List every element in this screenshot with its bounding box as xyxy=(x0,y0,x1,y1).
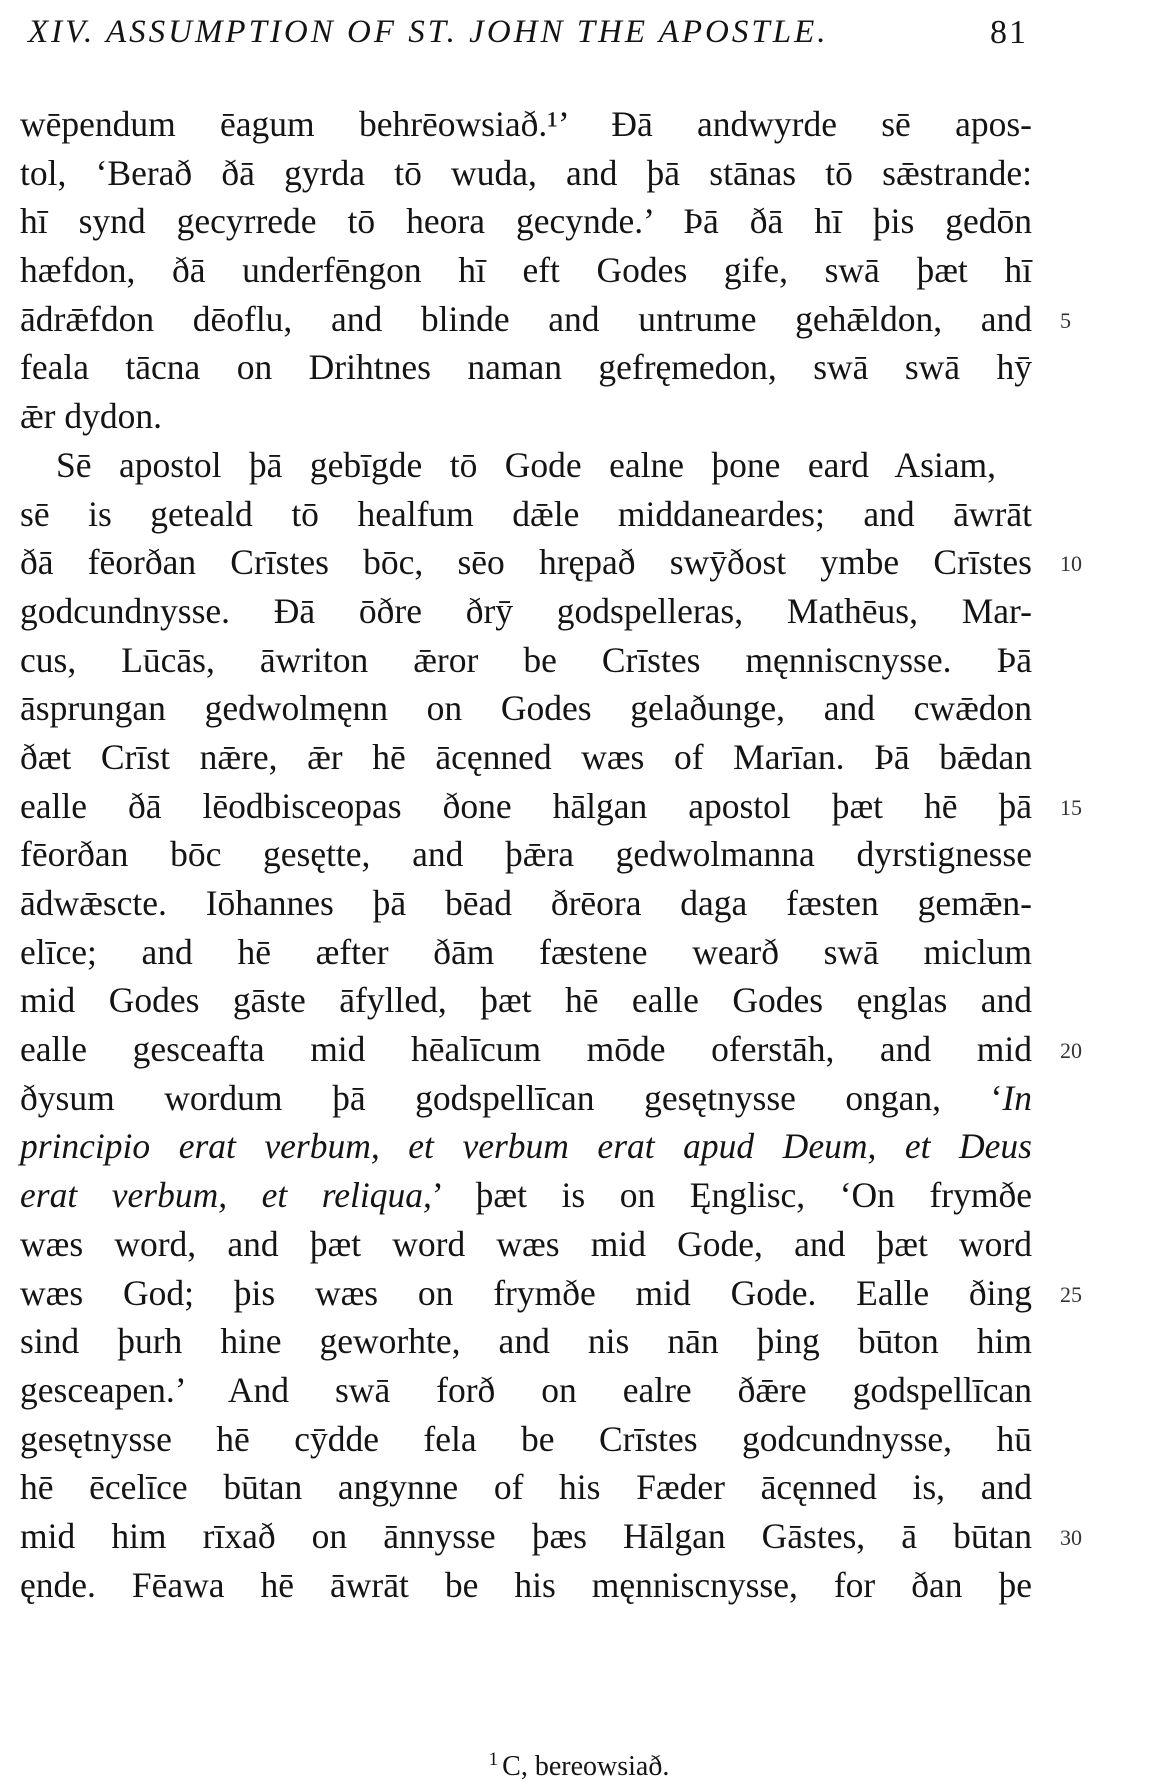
line-text: hī synd gecyrrede tō heora gecynde.’ Þā ðā hī þis gedōn xyxy=(20,201,1032,242)
text-line xyxy=(20,246,1032,295)
body-text xyxy=(20,100,1082,1609)
text-line xyxy=(20,100,1032,149)
text-line xyxy=(20,587,1032,636)
line-text: ādrǣfdon dēoflu, and blinde and untrume gehǣldon, and xyxy=(20,298,1032,339)
text-line xyxy=(20,441,1032,490)
line-text: wæs God; þis wæs on frymðe mid Gode. Ealle ðing xyxy=(20,1272,1032,1313)
line-text: āsprungan gedwolmęnn on Godes gelaðunge, and cwǣdon xyxy=(20,688,1032,729)
line-text: ðæt Crīst nǣre, ǣr hē ācęnned wæs of Marīan. Þā bǣdan xyxy=(20,736,1032,777)
line-text: Sē apostol þā gebīgde tō Gode ealne þone eard Asiam, xyxy=(56,444,996,485)
line-text: gesętnysse hē cȳdde fela be Crīstes godcundnysse, hū xyxy=(20,1418,1032,1459)
line-text: mid Godes gāste āfylled, þæt hē ealle Godes ęnglas and xyxy=(20,980,1032,1021)
text-line xyxy=(20,976,1032,1025)
line-text: ealle ðā lēodbisceopas ðone hālgan apostol þæt hē þā xyxy=(20,785,1032,826)
line-text: tol, ‘Berað ðā gyrda tō wuda, and þā stānas tō sǣstrande: xyxy=(20,152,1032,193)
text-line xyxy=(20,782,1082,831)
line-text: ǣr dydon. xyxy=(20,396,162,437)
text-line xyxy=(20,1366,1032,1415)
line-number: 10 xyxy=(1060,551,1082,577)
line-text: feala tācna on Drihtnes naman gefręmedon, swā swā hȳ xyxy=(20,347,1032,388)
line-text: wæs word, and þæt word wæs mid Gode, and þæt word xyxy=(20,1223,1032,1264)
text-line xyxy=(20,830,1032,879)
line-text: sē is geteald tō healfum dǣle middaneardes; and āwrāt xyxy=(20,493,1032,534)
text-line xyxy=(20,1220,1032,1269)
text-line xyxy=(20,1463,1032,1512)
text-line xyxy=(20,392,1032,441)
text-line xyxy=(20,684,1032,733)
text-line xyxy=(20,1561,1032,1610)
line-text: gesceapen.’ And swā forð on ealre ðǣre godspellīcan xyxy=(20,1369,1032,1410)
line-text: ādwǣscte. Iōhannes þā bēad ðrēora daga fæsten gemǣn- xyxy=(20,883,1032,923)
line-text: elīce; and hē æfter ðām fæstene wearð swā miclum xyxy=(20,931,1032,972)
page-header xyxy=(28,14,1028,58)
line-text: wēpendum ēagum behrēowsiað.¹’ Ðā andwyrde sē apos- xyxy=(20,104,1032,144)
text-line xyxy=(20,490,1032,539)
line-text: ealle gesceafta mid hēalīcum mōde oferstāh, and mid xyxy=(20,1029,1032,1070)
running-title: XIV. ASSUMPTION OF ST. JOHN THE APOSTLE. xyxy=(28,14,829,50)
text-line xyxy=(20,1512,1082,1561)
text-line xyxy=(20,1171,1032,1220)
text-line xyxy=(20,197,1032,246)
line-text: fēorðan bōc gesętte, and þǣra gedwolmanna dyrstignesse xyxy=(20,834,1032,875)
footnote xyxy=(0,1748,1158,1782)
footnote-marker: 1 xyxy=(488,1748,499,1770)
text-line xyxy=(20,538,1082,587)
line-text: erat verbum, et reliqua,’ þæt is on Ęnglisc, ‘On frymðe xyxy=(20,1175,1032,1216)
text-line xyxy=(20,295,1071,344)
text-line xyxy=(20,636,1032,685)
line-text: ðā fēorðan Crīstes bōc, sēo hrępað swȳðost ymbe Crīstes xyxy=(20,542,1032,583)
line-text: mid him rīxað on ānnysse þæs Hālgan Gāstes, ā būtan xyxy=(20,1515,1032,1556)
line-text: godcundnysse. Ðā ōðre ðrȳ godspelleras, Mathēus, Mar- xyxy=(20,590,1032,631)
text-line xyxy=(20,1025,1082,1074)
text-line xyxy=(20,1074,1032,1123)
text-line xyxy=(20,1122,1032,1171)
text-line xyxy=(20,1269,1082,1318)
footnote-text: C, bereowsiað. xyxy=(502,1751,670,1782)
line-text: sind þurh hine geworhte, and nis nān þing būton him xyxy=(20,1321,1032,1362)
line-text: cus, Lūcās, āwriton ǣror be Crīstes męnniscnysse. Þā xyxy=(20,639,1032,680)
line-text: ęnde. Fēawa hē āwrāt be his męnniscnysse, for ðan þe xyxy=(20,1564,1032,1605)
text-line xyxy=(20,149,1032,198)
text-line xyxy=(20,733,1032,782)
text-line xyxy=(20,1415,1032,1464)
line-text: hē ēcelīce būtan angynne of his Fæder ācęnned is, and xyxy=(20,1467,1032,1508)
text-line xyxy=(20,928,1032,977)
line-number: 5 xyxy=(1060,307,1071,333)
line-number: 20 xyxy=(1060,1038,1082,1064)
line-number: 25 xyxy=(1060,1281,1082,1307)
text-line xyxy=(20,343,1032,392)
text-line xyxy=(20,879,1032,928)
line-number: 15 xyxy=(1060,794,1082,820)
line-number: 30 xyxy=(1060,1524,1082,1550)
text-line xyxy=(20,1317,1032,1366)
line-text: ðysum wordum þā godspellīcan gesętnysse ongan, ‘In xyxy=(20,1077,1032,1118)
page-number: 81 xyxy=(990,14,1028,51)
line-text: hæfdon, ðā underfēngon hī eft Godes gife, swā þæt hī xyxy=(20,250,1032,291)
line-text: principio erat verbum, et verbum erat apud Deum, et Deus xyxy=(20,1126,1032,1167)
